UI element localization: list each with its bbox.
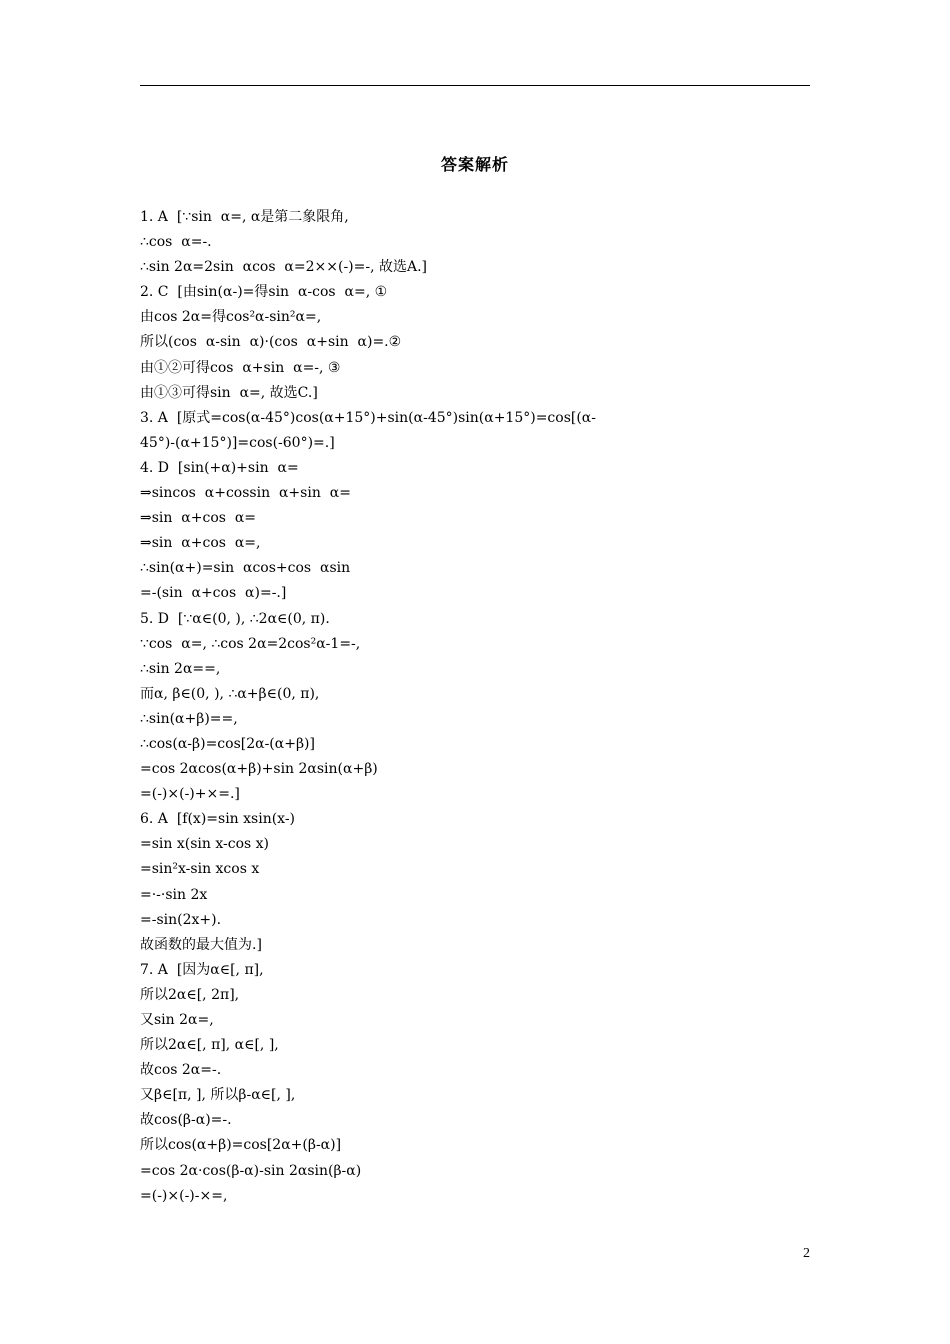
answer-line: ∴cos α=-.: [140, 234, 212, 251]
answer-line: ∵cos α=, ∴cos 2α=2cos²α-1=-,: [140, 635, 361, 652]
answer-line: =sin²x-sin xcos x: [140, 861, 260, 878]
answer-line: 2. C [由sin(α-)=得sin α-cos α=, ①: [140, 284, 388, 301]
answer-line: 7. A [因为α∈[, π],: [140, 961, 264, 978]
answer-line: =-sin(2x+).: [140, 911, 222, 928]
answer-line: 故函数的最大值为.]: [140, 936, 262, 953]
answer-line: 故cos(β-α)=-.: [140, 1112, 232, 1129]
answer-line: =(-)×(-)-×=,: [140, 1187, 228, 1204]
answer-line: 由①②可得cos α+sin α=-, ③: [140, 359, 341, 376]
answer-line: ∴sin 2α==,: [140, 660, 221, 677]
answer-line: 所以(cos α-sin α)·(cos α+sin α)=.②: [140, 334, 402, 351]
answer-line: ∴sin 2α=2sin αcos α=2××(-)=-, 故选A.]: [140, 259, 428, 276]
answer-line: 所以2α∈[, 2π],: [140, 986, 240, 1003]
answer-line: 由①③可得sin α=, 故选C.]: [140, 384, 318, 401]
answer-line: 所以2α∈[, π], α∈[, ],: [140, 1037, 279, 1054]
answer-line: 故cos 2α=-.: [140, 1062, 222, 1079]
header-rule: [140, 85, 810, 86]
answer-line: 而α, β∈(0, ), ∴α+β∈(0, π),: [140, 685, 320, 702]
answer-line: =cos 2α·cos(β-α)-sin 2αsin(β-α): [140, 1162, 362, 1179]
answer-line: ∴sin(α+β)==,: [140, 710, 238, 727]
answer-line: ⇒sin α+cos α=,: [140, 535, 261, 552]
answer-line: 又β∈[π, ], 所以β-α∈[, ],: [140, 1087, 296, 1104]
answer-line: =-(sin α+cos α)=-.]: [140, 585, 287, 602]
answer-line: =(-)×(-)+×=.]: [140, 786, 240, 803]
answer-line: =sin x(sin x-cos x): [140, 836, 269, 853]
answer-line: =cos 2αcos(α+β)+sin 2αsin(α+β): [140, 761, 378, 778]
answer-line: =·-·sin 2x: [140, 886, 208, 903]
answer-line: 由cos 2α=得cos²α-sin²α=,: [140, 309, 322, 326]
answer-line: ∴cos(α-β)=cos[2α-(α+β)]: [140, 735, 315, 752]
answer-line: 1. A [∵sin α=, α是第二象限角,: [140, 209, 349, 225]
answer-line: 3. A [原式=cos(α-45°)cos(α+15°)+sin(α-45°)sin(α+15°)=cos[(α-: [140, 409, 596, 426]
answer-line: 又sin 2α=,: [140, 1012, 214, 1028]
answer-line: 4. D [sin(+α)+sin α=: [140, 459, 299, 476]
answer-line: 6. A [f(x)=sin xsin(x-): [140, 811, 296, 828]
answer-line: ⇒sin α+cos α=: [140, 510, 257, 527]
page-number: 2: [803, 1246, 810, 1261]
answer-line: 45°)-(α+15°)]=cos(-60°)=.]: [140, 434, 335, 451]
answer-line: 5. D [∵α∈(0, ), ∴2α∈(0, π).: [140, 610, 330, 627]
answer-line: 所以cos(α+β)=cos[2α+(β-α)]: [140, 1137, 342, 1154]
answer-line: ⇒sincos α+cossin α+sin α=: [140, 485, 351, 502]
section-title: 答案解析: [440, 155, 509, 174]
answer-body: [140, 205, 812, 1209]
answer-line: ∴sin(α+)=sin αcos+cos αsin: [140, 560, 351, 577]
